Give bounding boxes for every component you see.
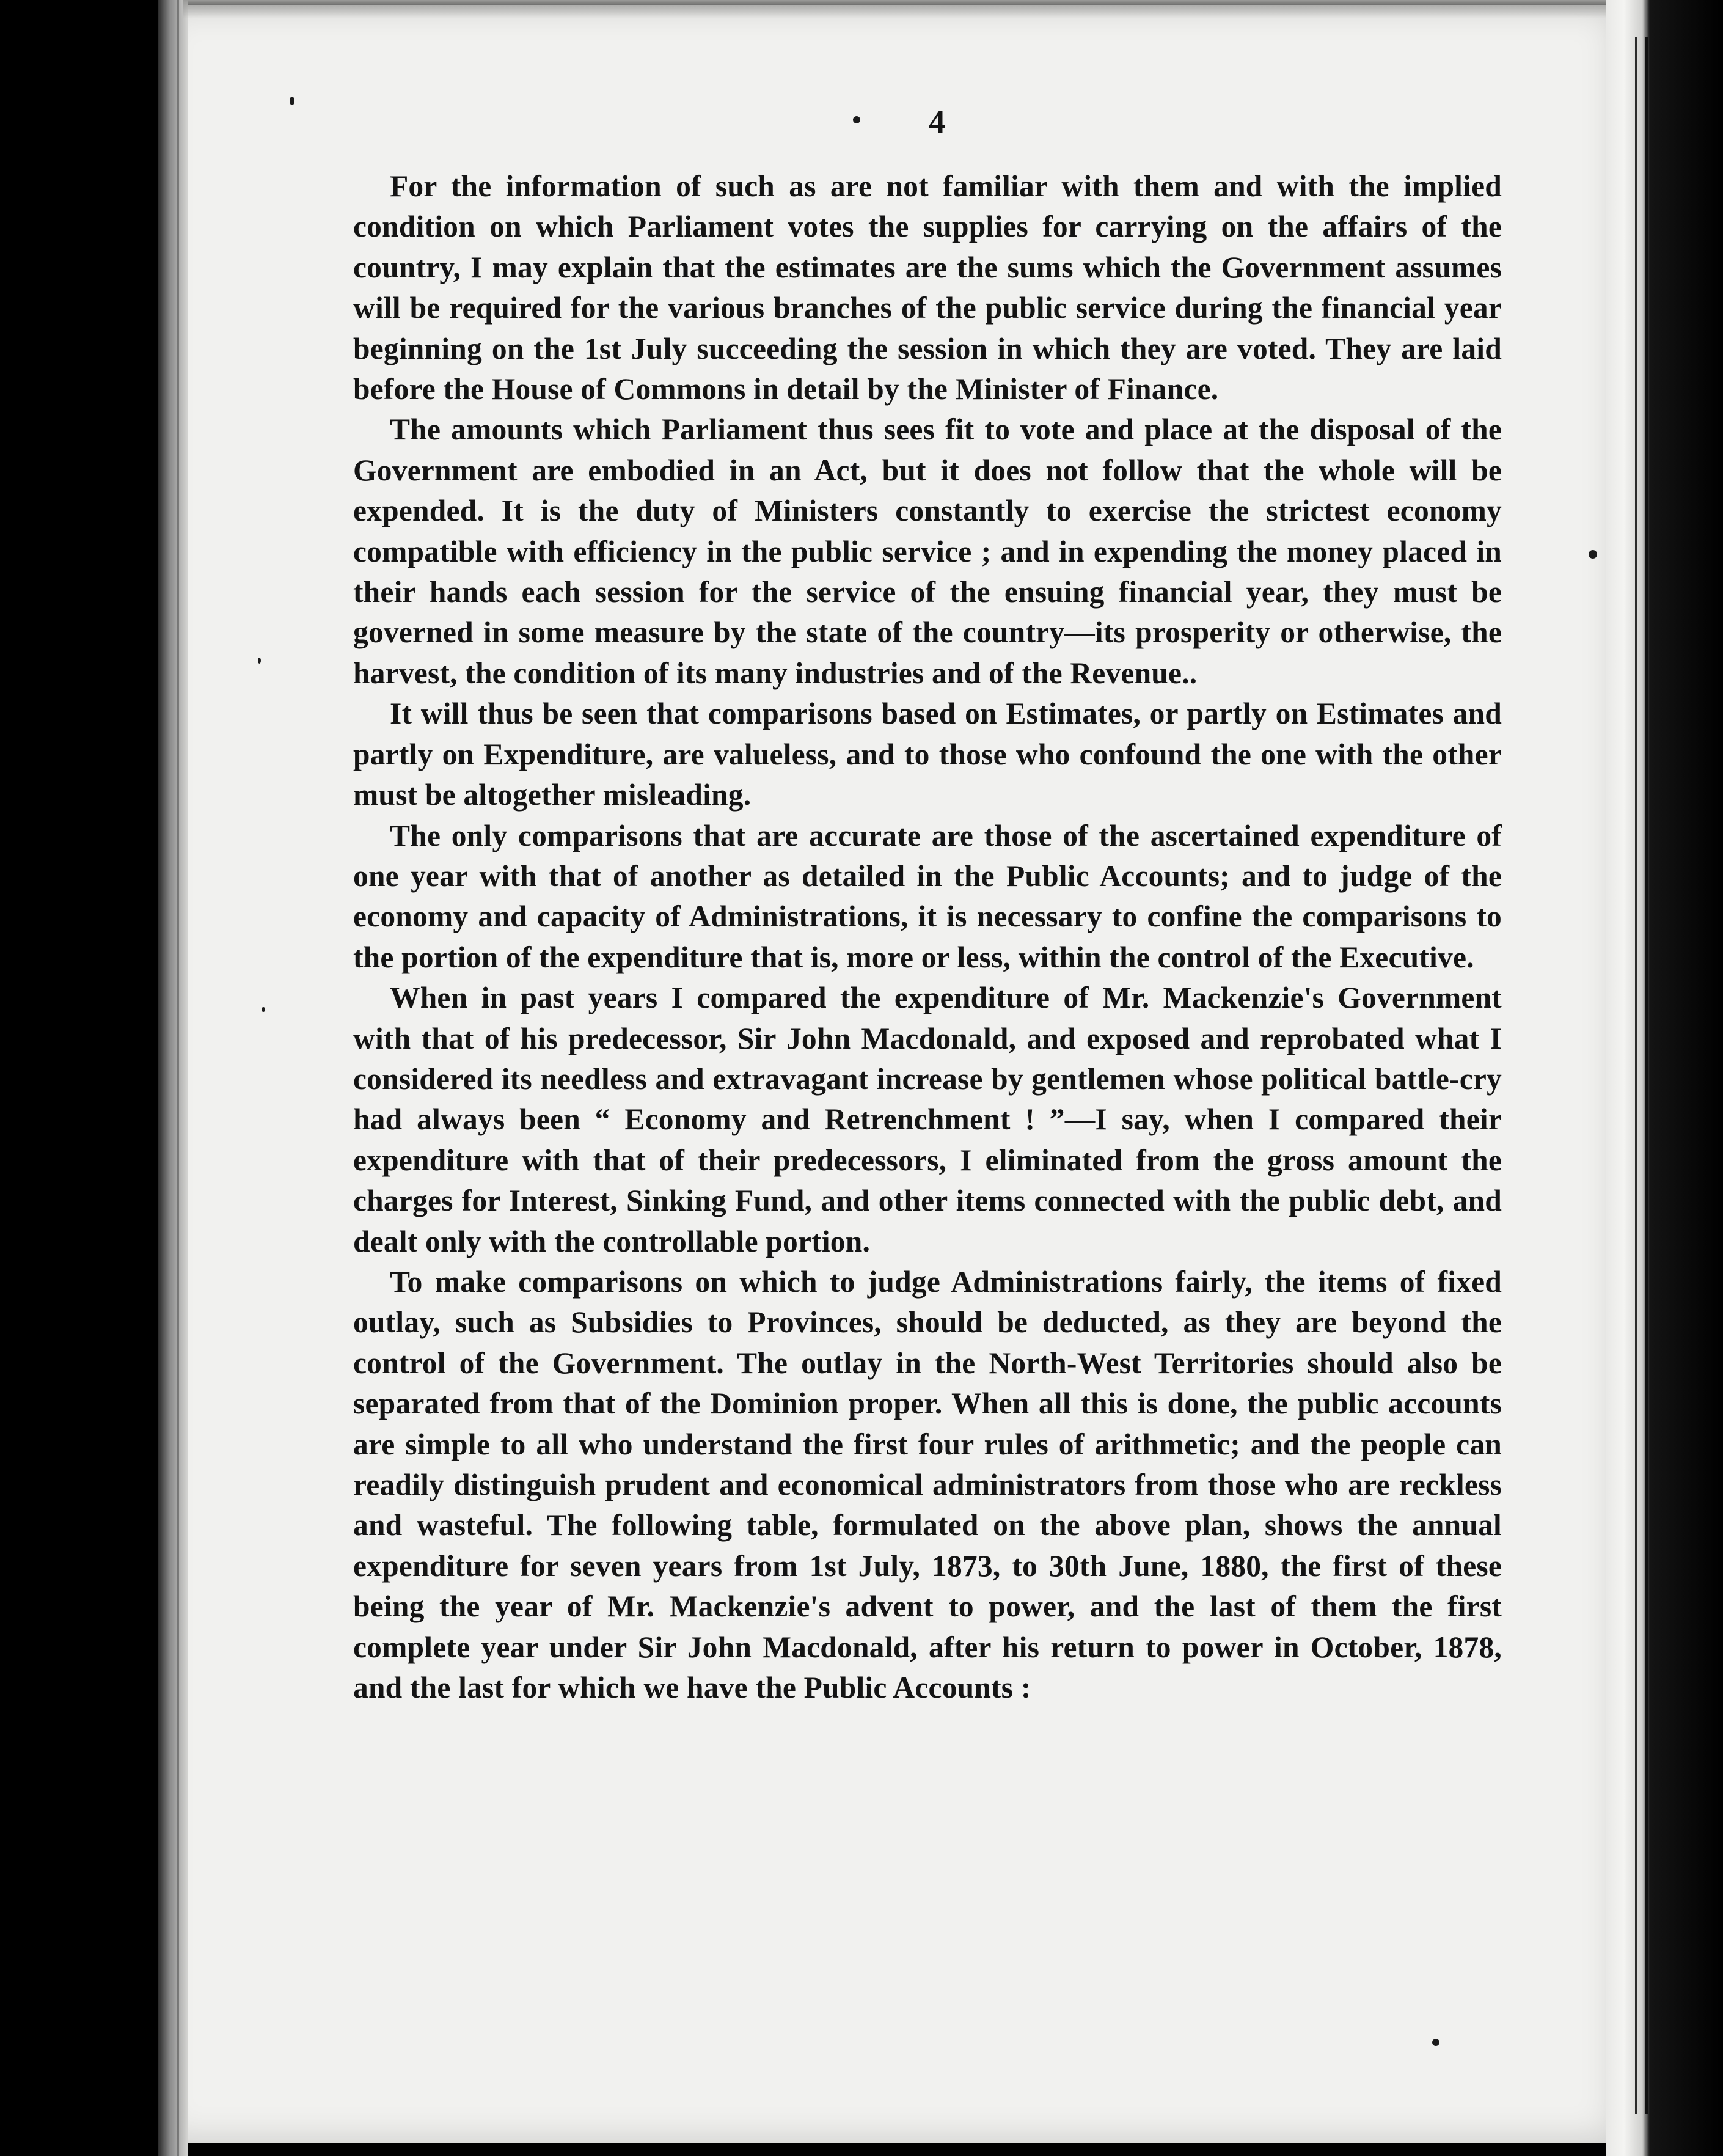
scan-speck: [290, 97, 294, 105]
paragraph-comparisons-valueless: It will thus be seen that comparisons based on Estimates, or partly on Estimates and partly on Expenditure, are valueless, and to those who confound the one with the other must be altogether misleading.: [353, 697, 1502, 812]
paragraph-fair-comparisons: To make comparisons on which to judge Administrations fairly, the items of fixed outlay, such as Subsidies to Provinces, should be deducted, as they are beyond the control of the Government. The outlay in the North-West Territories should also be separated from that of the Dominion proper. When all this is done, the public accounts are simple to all who understand the first four rules of arithmetic; and the people can readily distinguish prudent and economical administrators from those who are reckless and wasteful. The following table, formulated on the above plan, shows the annual expenditure for seven years from 1st July, 1873, to 30th June, 1880, the first of these being the year of Mr. Mackenzie's advent to power, and the last of them the first complete year under Sir John Macdonald, after his return to power in October, 1878, and the last for which we have the Public Accounts :: [353, 1264, 1502, 1705]
paragraph-estimates-explained: For the information of such as are not familiar with them and with the implied condition on which Parliament votes the supplies for carrying on the affairs of the country, I may explain that the estimates are the sums which the Government assumes will be required for the various branches of the public service during the financial year beginning on the 1st July succeeding the session in which they are voted. They are laid before the House of Commons in detail by the Minister of Finance.: [353, 169, 1502, 406]
edge-line-dark: [1645, 37, 1648, 2114]
top-edge-shadow: [183, 0, 1607, 18]
scan-speck: [1432, 2039, 1439, 2046]
paragraph-past-years: When in past years I compared the expenditure of Mr. Mackenzie's Government with that of his predecessor, Sir John Macdonald, and exposed and reprobated what I considered its needless and extravagant increase by gentlemen whose political battle-cry had always been “ Economy and Retrenchment ! ”—I say, when I compared their expenditure with that of their predecessors, I eliminated from the gross amount the charges for Interest, Sinking Fund, and other items connected with the public debt, and dealt only with the controllable portion.: [353, 981, 1502, 1258]
binding-crease: [177, 0, 179, 2156]
page-number-dot: [853, 116, 860, 123]
edge-line: [1635, 37, 1637, 2114]
scan-speck: [262, 1007, 265, 1012]
body-text: [353, 166, 1502, 1708]
paragraph-accurate-comparisons: The only comparisons that are accurate are those of the ascertained expenditure of one year with that of another as detailed in the Public Accounts; and to judge of the economy and capacity of Administrations, it is necessary to confine the comparisons to the portion of the expenditure that is, more or less, within the control of the Executive.: [353, 818, 1502, 974]
page-number: 4: [929, 103, 945, 140]
right-page-edge: [1606, 0, 1723, 2156]
page-binding-shadow: [158, 0, 188, 2156]
paragraph-parliament-amounts: The amounts which Parliament thus sees fit to vote and place at the disposal of the Government are embodied in an Act, but it does not follow that the whole will be expended. It is the duty of Ministers constantly to exercise the strictest economy compatible with efficiency in the public service ; and in expending the money placed in their hands each session for the service of the ensuing financial year, they must be governed in some measure by the state of the country—its prosperity or otherwise, the harvest, the condition of its many industries and of the Revenue..: [353, 413, 1502, 690]
scan-speck: [1589, 550, 1597, 559]
scan-speck: [258, 658, 261, 664]
